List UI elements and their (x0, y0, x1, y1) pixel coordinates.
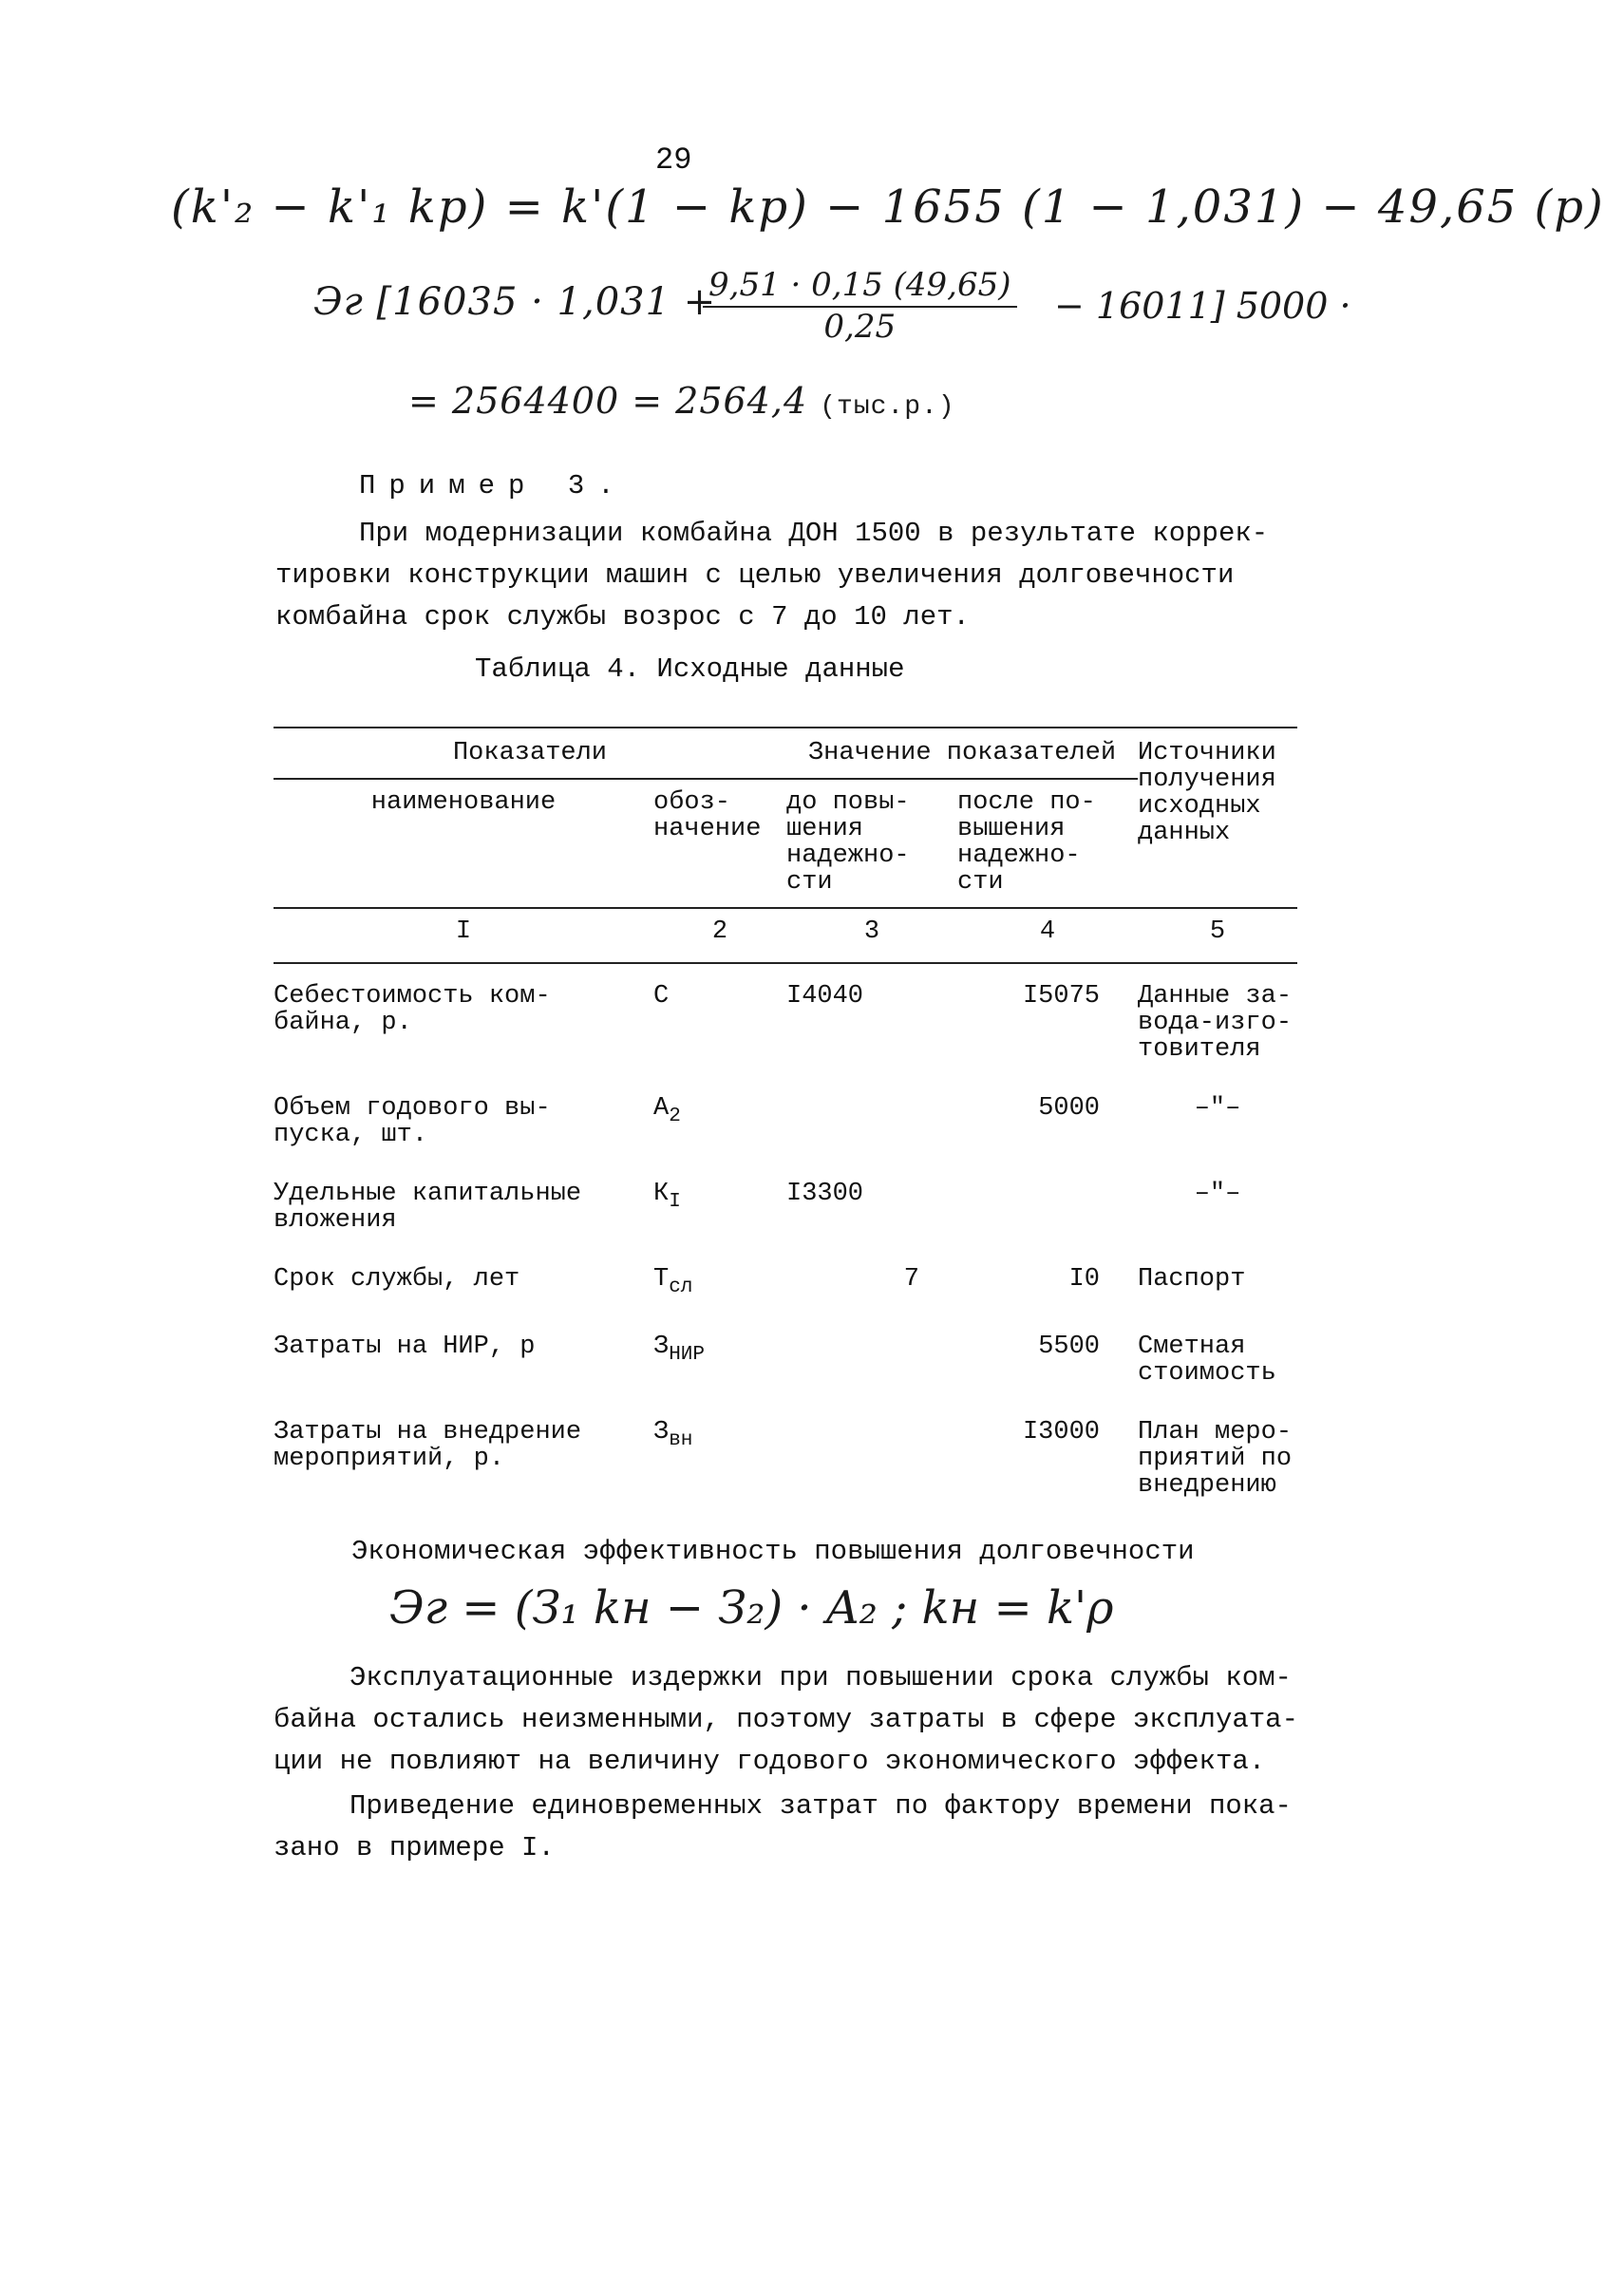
row-before (786, 1076, 957, 1162)
row-after: I3000 (1022, 1418, 1100, 1446)
column-number: 2 (711, 917, 728, 946)
intro-paragraph (275, 513, 1301, 638)
row-source: –"– (1194, 1094, 1241, 1123)
row-after: 5000 (1038, 1094, 1100, 1123)
row-symbol: $З_{вн}$ (653, 1418, 693, 1451)
source-data-table (274, 727, 1297, 1512)
row-before: 7 (903, 1265, 919, 1294)
header-sources: Источники получения исходных данных (1138, 739, 1276, 847)
header-indicators: Показатели (274, 728, 786, 779)
header-symbol: обоз- начение (653, 788, 762, 843)
row-after: I0 (1068, 1265, 1100, 1294)
table-row (274, 1247, 1297, 1314)
table-caption: Таблица 4. Исходные данные (475, 653, 905, 685)
table-row (274, 1400, 1297, 1512)
header-before: до повы- шения надежно- сти (786, 788, 910, 897)
row-source: –"– (1194, 1180, 1241, 1208)
row-symbol: С (653, 982, 670, 1011)
handwritten-formula-1: (k'₂ − k'₁ kр) = k'(1 − kр) − 1655 (1 − 1,031) − 49,65 (р) (171, 180, 1605, 234)
formula-3-value: = 2564400 = 2564,4 (408, 380, 808, 422)
formula-2-fraction (703, 266, 1017, 346)
intro-line-1: При модернизации комбайна ДОН 1500 в результате коррек- (359, 518, 1269, 549)
row-name: Затраты на внедрение мероприятий, р. (274, 1418, 582, 1473)
row-after: 5500 (1038, 1333, 1100, 1361)
row-source: Сметная стоимость (1138, 1333, 1276, 1388)
row-name: Затраты на НИР, р (274, 1333, 536, 1361)
row-before (786, 1400, 957, 1512)
page-number: 29 (655, 142, 692, 178)
row-name: Себестоимость ком- байна, р. (274, 982, 551, 1037)
formula-2-left: Эг [16035 · 1,031 + (313, 280, 717, 324)
row-symbol: $З_{НИР}$ (653, 1333, 706, 1366)
row-source: Паспорт (1138, 1265, 1246, 1294)
table-row (274, 1076, 1297, 1162)
table-row (274, 963, 1297, 1076)
row-source: Данные за- вода-изго- товителя (1138, 982, 1293, 1064)
row-before (786, 1314, 957, 1400)
reduction-line-1: Приведение единовременных затрат по фактору времени пока- (349, 1790, 1292, 1822)
reduction-line-2: зано в примере I. (274, 1832, 555, 1863)
column-number: 5 (1209, 917, 1226, 946)
header-after: после по- вышения надежно- сти (957, 788, 1096, 897)
row-symbol: $К_I$ (653, 1180, 681, 1213)
row-before: I4040 (786, 982, 864, 1011)
table-row (274, 1162, 1297, 1247)
header-name: наименование (370, 788, 557, 817)
operating-line-1: Эксплуатационные издержки при повышении срока службы ком- (349, 1662, 1292, 1693)
column-number: I (455, 917, 472, 946)
cost-reduction-paragraph (274, 1786, 1309, 1869)
row-before: I3300 (786, 1180, 864, 1208)
table-row (274, 1314, 1297, 1400)
column-number-row (274, 908, 1297, 963)
operating-line-2: байна остались неизменными, поэтому затраты в сфере эксплуата- (274, 1704, 1298, 1735)
handwritten-efficiency-formula: Эг = (З₁ kн − З₂) · A₂ ; kн = k'ρ (389, 1581, 1114, 1635)
row-after: I5075 (1022, 982, 1100, 1011)
formula-3-unit: (тыс.р.) (820, 392, 955, 422)
operating-costs-paragraph (274, 1657, 1309, 1783)
row-symbol: $Т_{сл}$ (653, 1265, 693, 1298)
column-number: 4 (1039, 917, 1056, 946)
row-name: Объем годового вы- пуска, шт. (274, 1094, 551, 1149)
header-values: Значение показателей (786, 728, 1138, 779)
fraction-denominator: 0,25 (823, 308, 897, 346)
formula-2-right: − 16011] 5000 · (1054, 285, 1351, 327)
column-number: 3 (863, 917, 880, 946)
row-after (957, 1162, 1138, 1247)
row-name: Удельные капитальные вложения (274, 1180, 582, 1235)
efficiency-heading: Экономическая эффективность повышения долговечности (351, 1536, 1195, 1567)
operating-line-3: ции не повлияют на величину годового экономического эффекта. (274, 1746, 1266, 1777)
intro-line-2: тировки конструкции машин с целью увеличения долговечности (275, 559, 1235, 591)
row-name: Срок службы, лет (274, 1265, 520, 1294)
row-symbol: $А_2$ (653, 1094, 681, 1127)
row-source: План меро- приятий по внедрению (1138, 1418, 1293, 1500)
handwritten-formula-3 (408, 380, 955, 422)
example-title: Пример 3. (359, 470, 628, 501)
intro-line-3: комбайна срок службы возрос с 7 до 10 лет. (275, 601, 970, 633)
fraction-numerator: 9,51 · 0,15 (49,65) (703, 266, 1017, 308)
handwritten-formula-2 (313, 280, 716, 324)
